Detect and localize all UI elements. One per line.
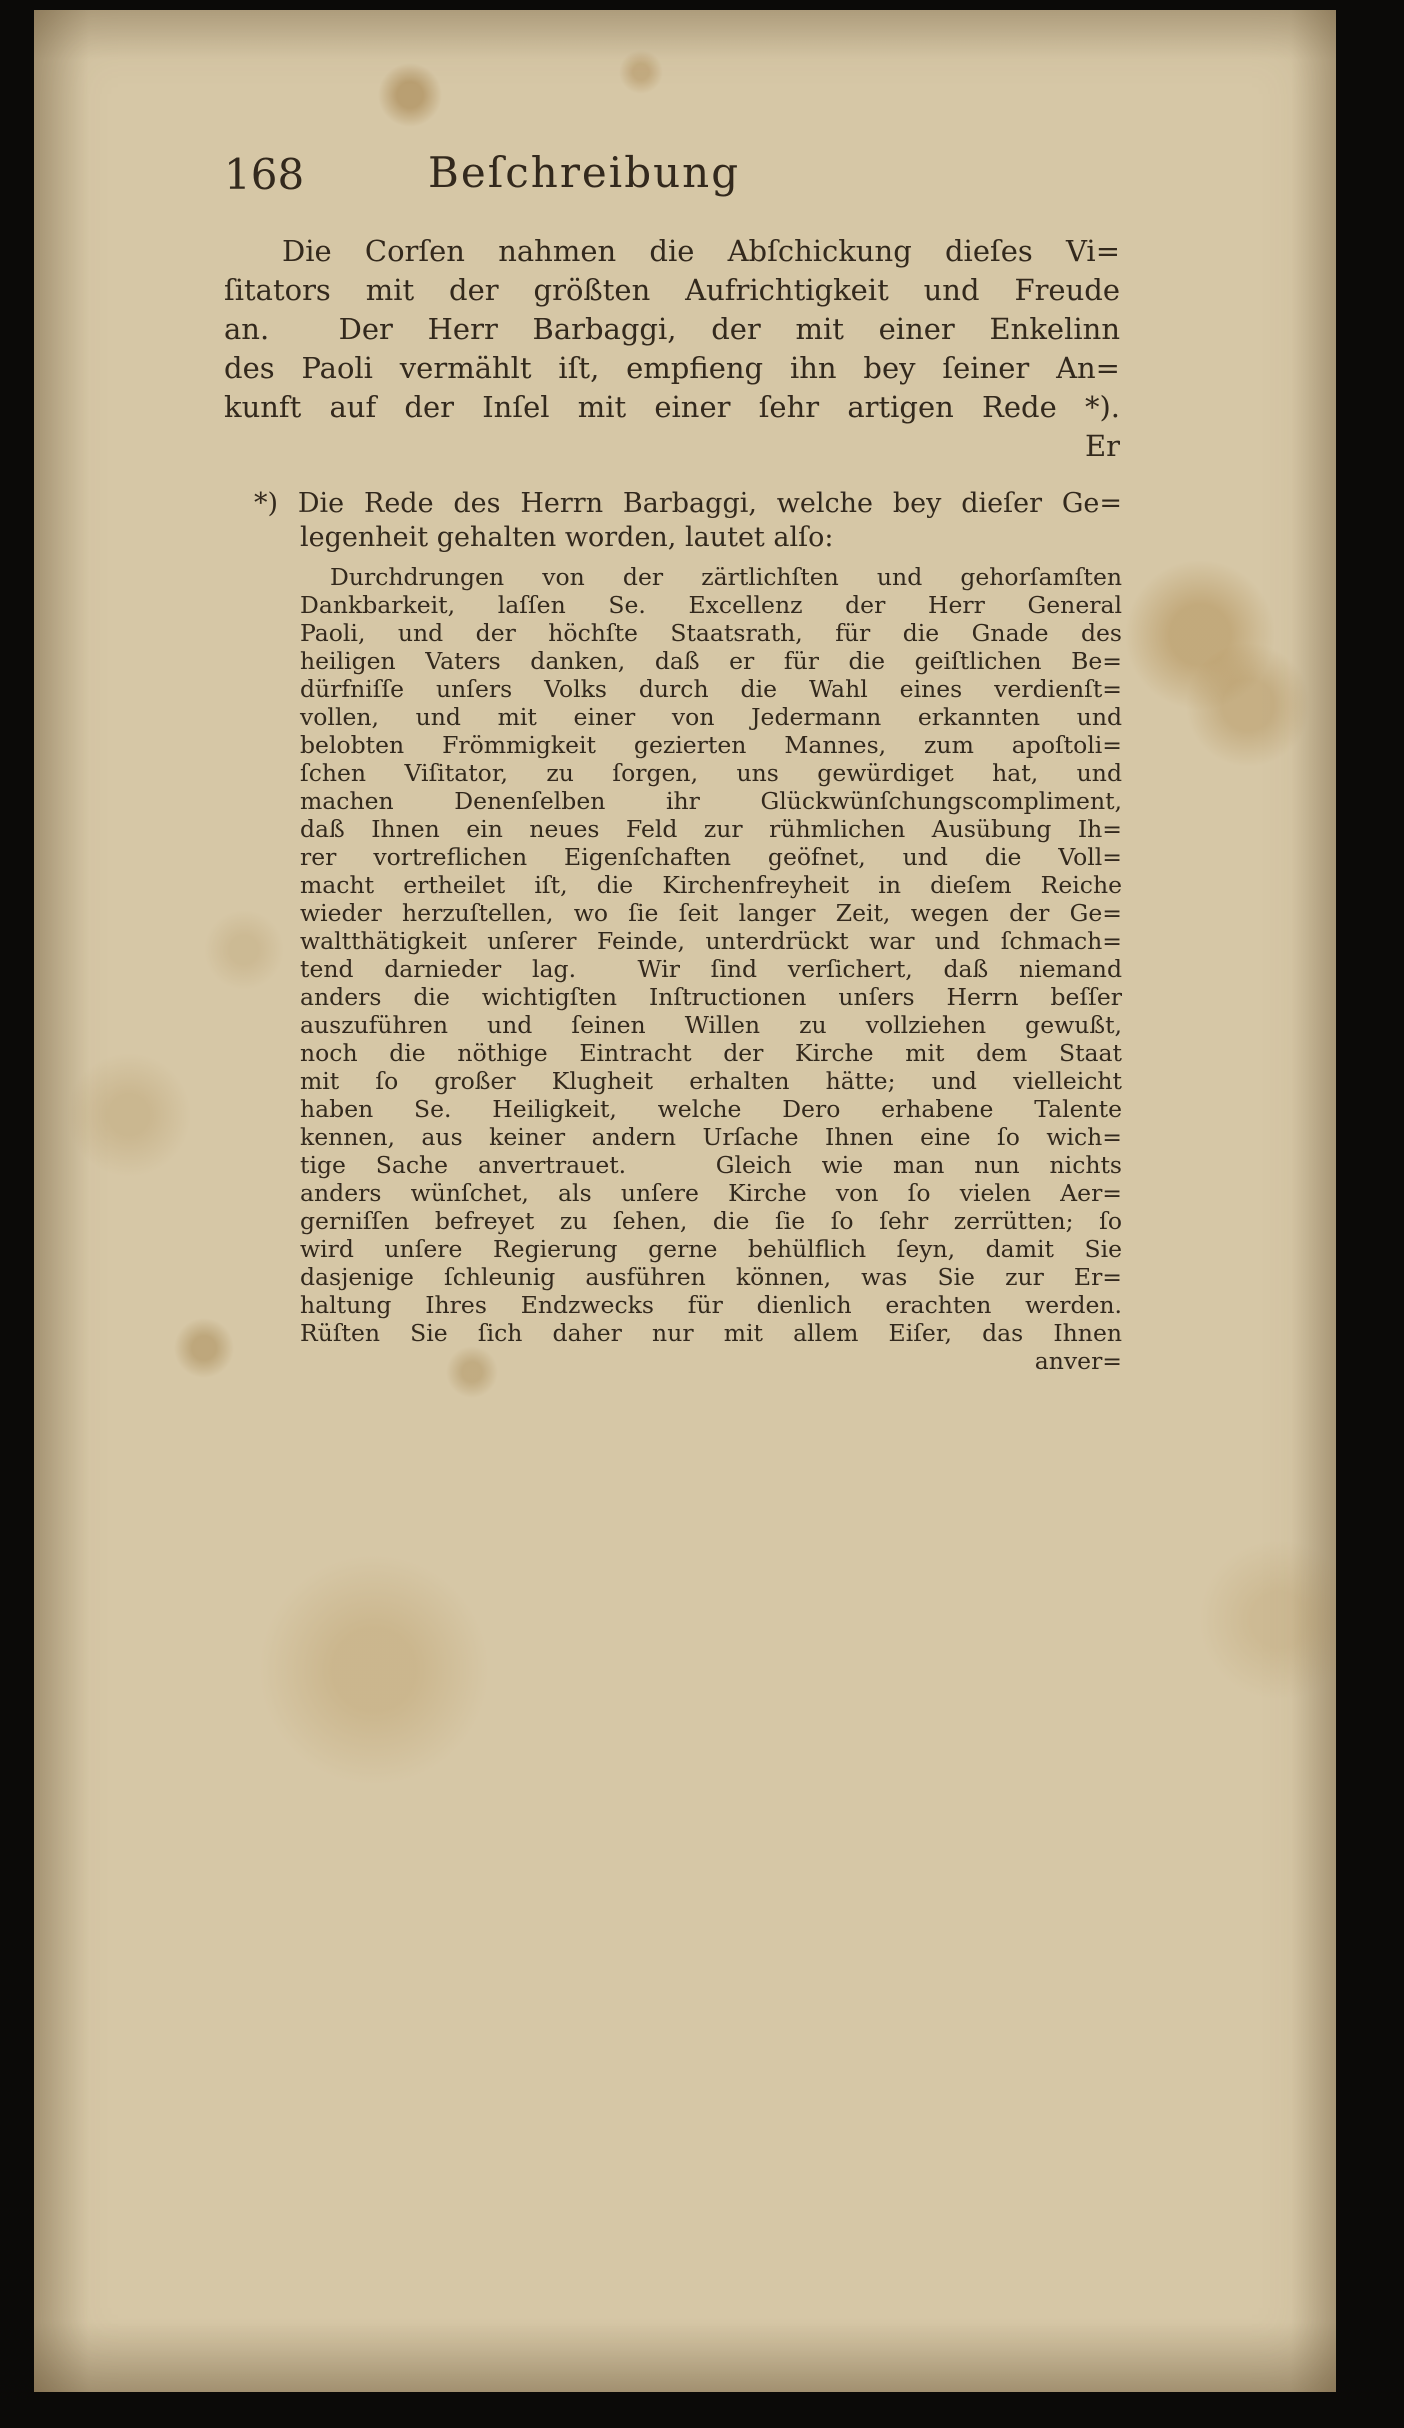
text-line: haben Se. Heiligkeit, welche Dero erhabene Talente — [300, 1095, 1122, 1123]
text-line: anders die wichtigſten Inſtructionen unſers Herrn beſſer — [300, 983, 1122, 1011]
page-number: 168 — [224, 150, 305, 199]
text-line: dasjenige ſchleunig ausführen können, was Sie zur Er= — [300, 1263, 1122, 1291]
text-line: waltthätigkeit unſerer Feinde, unterdrückt war und ſchmach= — [300, 927, 1122, 955]
text-line: *) Die Rede des Herrn Barbaggi, welche bey dieſer Ge= — [254, 488, 1122, 519]
text-line: anders wünſchet, als unſere Kirche von ſo vielen Aer= — [300, 1179, 1122, 1207]
text-line: ſchen Viſitator, zu ſorgen, uns gewürdiget hat, und — [300, 759, 1122, 787]
text-line: kennen, aus keiner andern Urſache Ihnen eine ſo wich= — [300, 1123, 1122, 1151]
text-line: gerniſſen befreyet zu ſehen, die ſie ſo ſehr zerrütten; ſo — [300, 1207, 1122, 1235]
text-line: noch die nöthige Eintracht der Kirche mit dem Staat — [300, 1039, 1122, 1067]
text-line: an. Der Herr Barbaggi, der mit einer Enkelinn — [224, 312, 1120, 346]
text-line: des Paoli vermählt iſt, empfieng ihn bey ſeiner An= — [224, 351, 1120, 385]
text-line: haltung Ihres Endzwecks für dienlich erachten werden. — [300, 1291, 1122, 1319]
text-line: kunft auf der Inſel mit einer ſehr artigen Rede *). — [224, 390, 1120, 424]
catchword-main: Er — [1084, 429, 1120, 463]
text-line: Durchdrungen von der zärtlichſten und gehorſamſten — [330, 563, 1122, 591]
running-header: Beſchreibung — [428, 148, 741, 197]
footnote-body — [300, 563, 1122, 1375]
text-line: wird unſere Regierung gerne behülflich ſeyn, damit Sie — [300, 1235, 1122, 1263]
text-line: ſitators mit der größten Aufrichtigkeit und Freude — [224, 273, 1120, 307]
text-line: dürfniſſe unſers Volks durch die Wahl eines verdienſt= — [300, 675, 1122, 703]
text-line: legenheit gehalten worden, lautet alſo: — [300, 522, 834, 553]
text-line: wieder herzuſtellen, wo ſie ſeit langer Zeit, wegen der Ge= — [300, 899, 1122, 927]
text-line: rer vortreflichen Eigenſchaften geöfnet, und die Voll= — [300, 843, 1122, 871]
text-line: macht ertheilet iſt, die Kirchenfreyheit in dieſem Reiche — [300, 871, 1122, 899]
text-line: Dankbarkeit, laſſen Se. Excellenz der Herr General — [300, 591, 1122, 619]
main-paragraph — [224, 232, 1120, 466]
footnote-intro — [254, 487, 1122, 555]
text-line: Die Corſen nahmen die Abſchickung dieſes Vi= — [282, 234, 1120, 268]
text-line: tend darnieder lag. Wir ſind verſichert, daß niemand — [300, 955, 1122, 983]
catchword-footnote: anver= — [1034, 1347, 1122, 1375]
text-line: mit ſo großer Klugheit erhalten hätte; und vielleicht — [300, 1067, 1122, 1095]
footnote-text-lines — [300, 563, 1122, 1347]
text-line: vollen, und mit einer von Jedermann erkannten und — [300, 703, 1122, 731]
main-text-lines — [224, 232, 1120, 427]
text-line: daß Ihnen ein neues Feld zur rühmlichen Ausübung Ih= — [300, 815, 1122, 843]
text-line: belobten Frömmigkeit gezierten Mannes, zum apoſtoli= — [300, 731, 1122, 759]
text-line: auszuführen und ſeinen Willen zu vollziehen gewußt, — [300, 1011, 1122, 1039]
text-line: Paoli, und der höchſte Staatsrath, für die Gnade des — [300, 619, 1122, 647]
text-line: machen Denenſelben ihr Glückwünſchungscompliment, — [300, 787, 1122, 815]
text-line: heiligen Vaters danken, daß er für die geiſtlichen Be= — [300, 647, 1122, 675]
book-page — [34, 10, 1336, 2392]
text-line: Rüſten Sie ſich daher nur mit allem Eiſer, das Ihnen — [300, 1319, 1122, 1347]
text-line: tige Sache anvertrauet. Gleich wie man nun nichts — [300, 1151, 1122, 1179]
